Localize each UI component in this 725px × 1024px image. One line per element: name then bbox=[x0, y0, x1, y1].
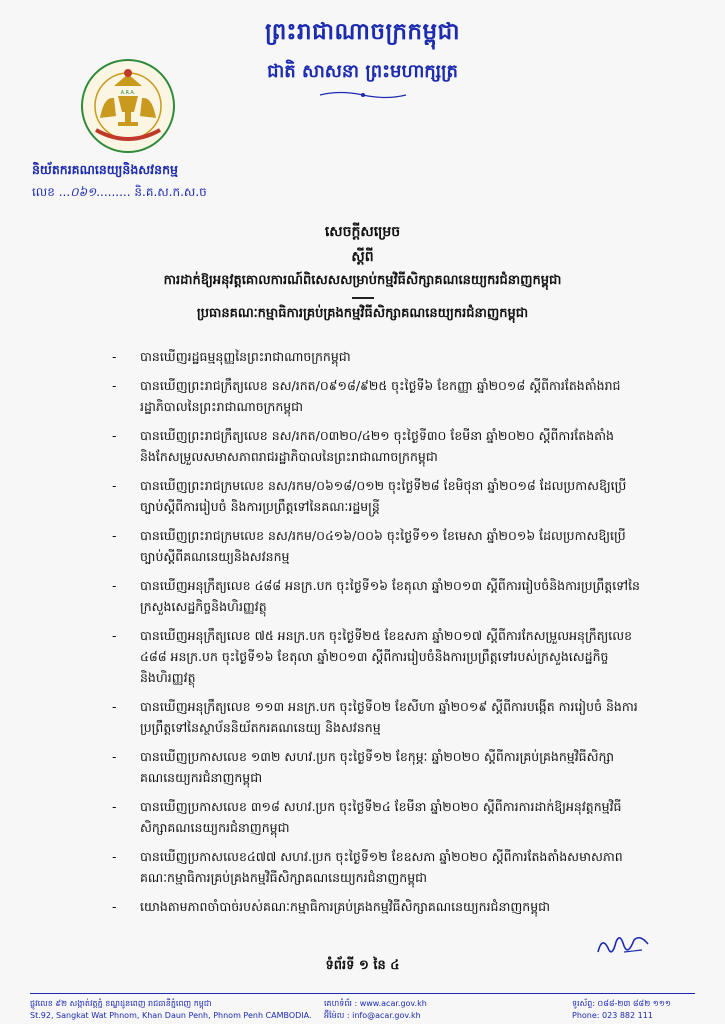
phone-khmer: ទូរស័ព្ទ: ០៨៨-២៣ ៨៨២ ១១១ bbox=[572, 999, 671, 1008]
organization-name: និយ័តករគណនេយ្យនិងសវនកម្ម bbox=[32, 162, 178, 177]
issuing-authority: ប្រធានគណៈកម្មាធិការគ្រប់គ្រងកម្មវិធីសិក្សាគណនេយ្យករជំនាញកម្ពុជា bbox=[196, 306, 529, 321]
list-item: - បានឃើញអនុក្រឹត្យលេខ ១១៣ អនក្រ.បក ចុះថ្ងៃទី០២ ខែសីហា ឆ្នាំ២០១៩ ស្តីពីការបង្កើត ការរៀបចំ និងការប្រព្រឹត្តទៅនៃស្ថាប័ននិយ័តករគណនេយ្យ និងសវនកម្ម bbox=[112, 699, 638, 735]
considerations-list bbox=[112, 346, 645, 925]
list-item: - បានឃើញអនុក្រឹត្យលេខ ៤៨៨ អនក្រ.បក ចុះថ្ងៃទី១៦ ខែតុលា ឆ្នាំ២០១៣ ស្តីពីការរៀបចំនិងការប្រព្រឹត្តទៅនៃក្រសួងសេដ្ឋកិច្ចនិងហិរញ្ញវត្ថុ bbox=[112, 578, 640, 614]
decision-title: សេចក្តីសម្រេច bbox=[324, 224, 401, 240]
page-number: ទំព័រទី ១ នៃ ៤ bbox=[325, 958, 400, 973]
phone-english: Phone: 023 882 111 bbox=[572, 1011, 653, 1020]
list-item: - បានឃើញប្រកាសលេខ៤៧៧ សហវ.ប្រក ចុះថ្ងៃទី១២ ខែឧសភា ឆ្នាំ២០២០ ស្តីពីការតែងតាំងសមាសភាពគណៈកម្មាធិការគ្រប់គ្រងកម្មវិធីសិក្សាគណនេយ្យករជំនាញកម្ពុជា bbox=[112, 849, 623, 885]
initials-signature bbox=[594, 930, 652, 960]
list-item: - បានឃើញព្រះរាជក្រឹត្យលេខ នស/រកត/០៣២០/៤២១ ចុះថ្ងៃទី៣០ ខែមីនា ឆ្នាំ២០២០ ស្តីពីការតែងតាំង និងកែសម្រួលសមាសភាពរាជរដ្ឋាភិបាលនៃព្រះរាជាណាចក្រកម្ពុជា bbox=[112, 428, 614, 464]
list-item: - បានឃើញប្រកាសលេខ ១៣២ សហវ.ប្រក ចុះថ្ងៃទី១២ ខែកុម្ភៈ ឆ្នាំ២០២០ ស្តីពីការគ្រប់គ្រងកម្មវិធីសិក្សាគណនេយ្យករជំនាញកម្ពុជា bbox=[112, 749, 614, 785]
email-link[interactable]: info@acar.gov.kh bbox=[352, 1011, 421, 1020]
title-regarding: ស្តីពី bbox=[351, 249, 374, 265]
national-motto: ជាតិ សាសនា ព្រះមហាក្សត្រ bbox=[267, 61, 458, 82]
ref-suffix: និ.គ.ស.ក.ស.ច bbox=[134, 185, 207, 199]
footer-contact bbox=[324, 998, 427, 1022]
list-item: - បានឃើញព្រះរាជក្រមលេខ នស/រកម/០៤១៦/០០៦ ចុះថ្ងៃទី១១ ខែមេសា ឆ្នាំ២០១៦ ដែលប្រកាសឱ្យប្រើច្បាប់ស្តីពីគណនេយ្យនិងសវនកម្ម bbox=[112, 528, 626, 564]
acar-logo bbox=[74, 56, 182, 156]
address-english: St.92, Sangkat Wat Phnom, Khan Daun Penh, Phnom Penh CAMBODIA. bbox=[30, 1011, 312, 1020]
svg-text:A.R.A.: A.R.A. bbox=[120, 90, 136, 96]
reference-number: លេខ ...០៦១......... និ.គ.ស.ក.ស.ច bbox=[32, 185, 207, 199]
website-link[interactable]: www.acar.gov.kh bbox=[359, 999, 427, 1008]
title-divider bbox=[352, 297, 374, 299]
address-khmer: ផ្លូវលេខ ៩២ សង្កាត់វត្តភ្នំ ខណ្ឌដូនពេញ រាជធានីភ្នំពេញ កម្ពុជា bbox=[30, 999, 212, 1008]
list-item: - យោងតាមភាពចាំបាច់របស់គណៈកម្មាធិការគ្រប់គ្រងកម្មវិធីសិក្សាគណនេយ្យករជំនាញកម្ពុជា bbox=[112, 899, 551, 914]
footer-address bbox=[30, 998, 312, 1022]
list-item: - បានឃើញរដ្ឋធម្មនុញ្ញនៃព្រះរាជាណាចក្រកម្ពុជា bbox=[112, 349, 351, 364]
ref-handwritten-number: ០៦១ bbox=[70, 185, 97, 199]
ref-prefix: លេខ bbox=[32, 185, 55, 199]
kingdom-name: ព្រះរាជាណាចក្រកម្ពុជា bbox=[264, 18, 461, 45]
list-item: - បានឃើញព្រះរាជក្រមលេខ នស/រកម/០៦១៨/០១២ ចុះថ្ងៃទី២៨ ខែមិថុនា ឆ្នាំ២០១៨ ដែលប្រកាសឱ្យប្រើច្បាប់ស្តីពីការរៀបចំ និងការប្រព្រឹត្តទៅនៃគណៈរដ្ឋមន្ត្រី bbox=[112, 478, 627, 514]
list-item: - បានឃើញព្រះរាជក្រឹត្យលេខ នស/រកត/០៩១៨/៩២៥ ចុះថ្ងៃទី៦ ខែកញ្ញា ឆ្នាំ២០១៨ ស្តីពីការតែងតាំងរាជរដ្ឋាភិបាលនៃព្រះរាជាណាចក្រកម្ពុជា bbox=[112, 378, 621, 414]
decision-title-block bbox=[0, 222, 725, 324]
website-label: គេហទំព័រ : bbox=[324, 999, 358, 1008]
footer-phone bbox=[572, 998, 671, 1022]
footer bbox=[30, 993, 695, 1020]
email-label: អ៊ីម៉ែល : bbox=[324, 1011, 350, 1020]
decision-subject: ការដាក់ឱ្យអនុវត្តគោលការណ៍ពិសេសសម្រាប់កម្មវិធីសិក្សាគណនេយ្យករជំនាញកម្ពុជា bbox=[163, 273, 562, 288]
ornament-divider-icon bbox=[318, 90, 408, 100]
list-item: - បានឃើញអនុក្រឹត្យលេខ ៧៥ អនក្រ.បក ចុះថ្ងៃទី២៥ ខែឧសភា ឆ្នាំ២០១៧ ស្តីពីការកែសម្រួលអនុក្រឹត្យលេខ ៤៨៨ អនក្រ.បក ចុះថ្ងៃទី១៦ ខែតុលា ឆ្នាំ២០១៣ ស្តីពីការរៀបចំនិងការប្រព្រឹត្តទៅរបស់ក្រសួងសេដ្ឋកិច្ចនិងហិរញ្ញវត្ថុ bbox=[112, 628, 633, 685]
list-item: - បានឃើញប្រកាសលេខ ៣១៨ សហវ.ប្រក ចុះថ្ងៃទី២៤ ខែមីនា ឆ្នាំ២០២០ ស្តីពីការការដាក់ឱ្យអនុវត្តកម្មវិធីសិក្សាគណនេយ្យករជំនាញកម្ពុជា bbox=[112, 799, 622, 835]
